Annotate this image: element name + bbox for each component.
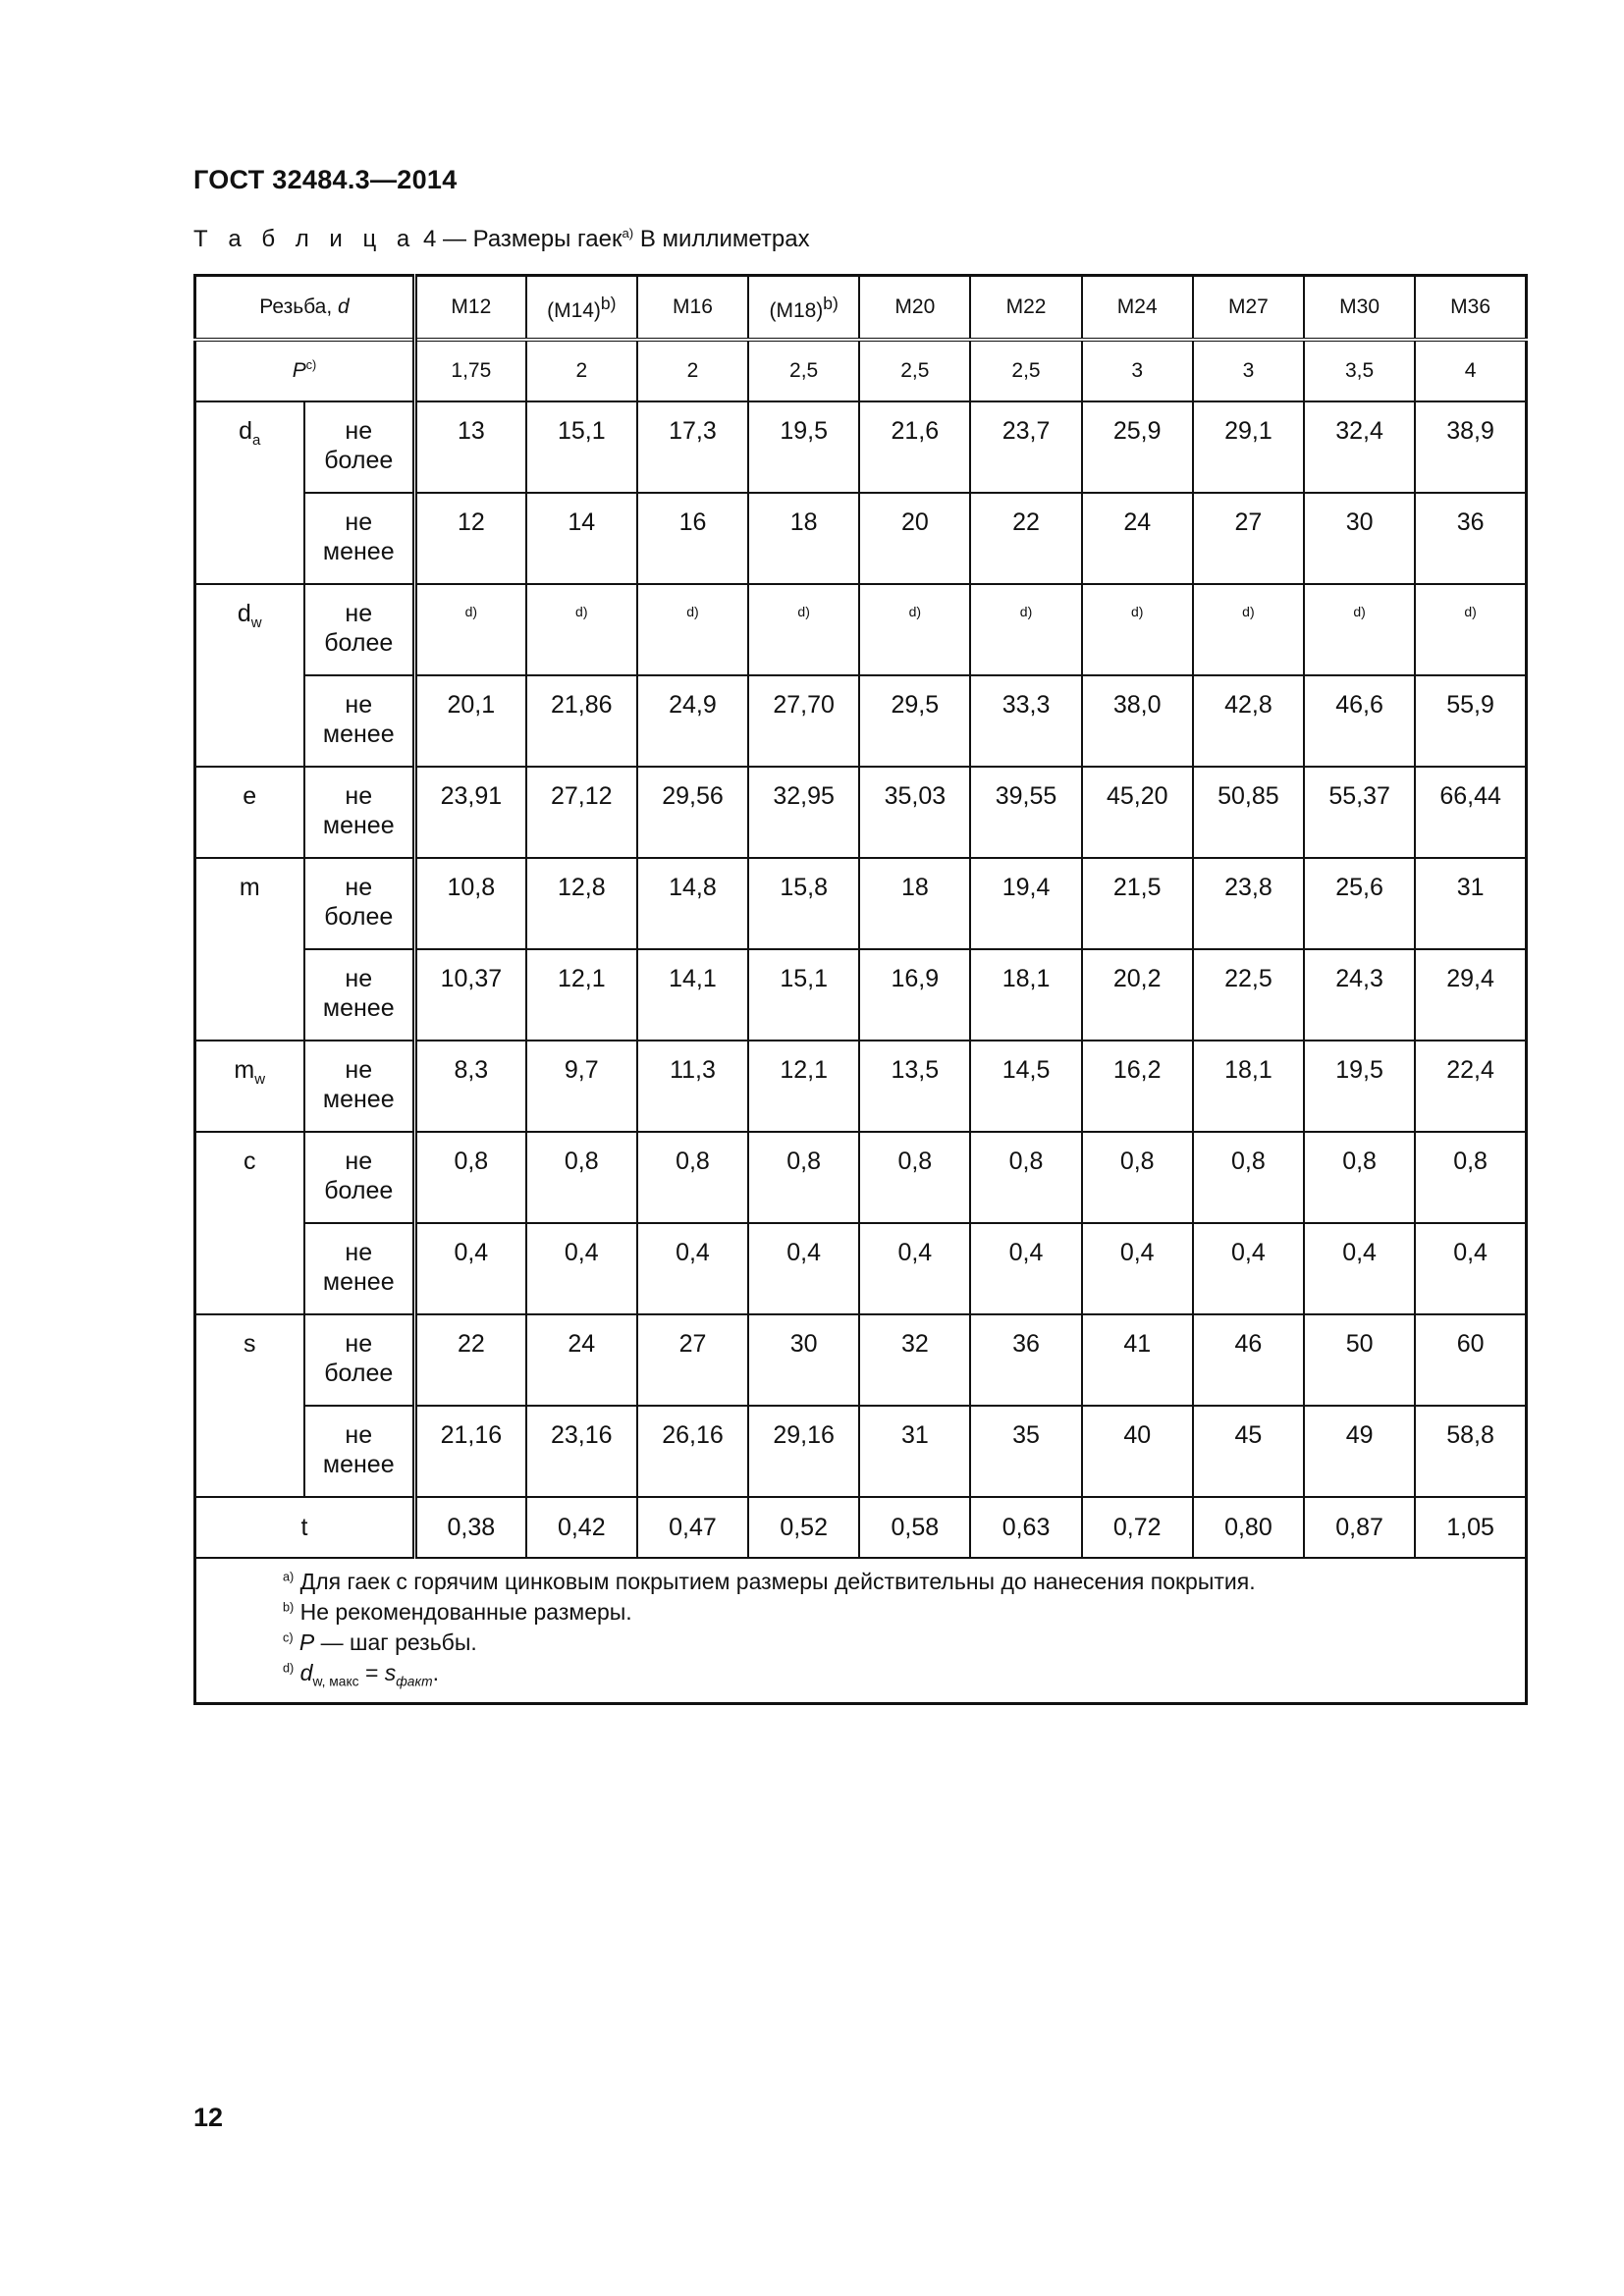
value-cell: 21,16 <box>415 1406 526 1497</box>
value-cell: 15,1 <box>526 401 637 493</box>
value-cell: 30 <box>1304 493 1415 584</box>
value-cell: 20,2 <box>1082 949 1193 1041</box>
table-row <box>195 1314 1527 1406</box>
formula-equals: = <box>358 1660 385 1685</box>
limit-line2: менее <box>322 538 395 565</box>
value-cell: d) <box>637 584 748 675</box>
value-cell: 18,1 <box>970 949 1081 1041</box>
param-symbol: e <box>243 782 257 810</box>
limit-line1: не <box>345 1056 373 1084</box>
footnote-mark: d) <box>283 1661 295 1676</box>
value-cell: 23,7 <box>970 401 1081 493</box>
footnotes <box>195 1558 1527 1704</box>
thread-symbol: d <box>338 295 350 318</box>
value-cell: d) <box>526 584 637 675</box>
value-cell: 14,1 <box>637 949 748 1041</box>
pitch-value: 4 <box>1415 340 1526 401</box>
value-cell: 18,1 <box>1193 1041 1304 1132</box>
pitch-value: 1,75 <box>415 340 526 401</box>
value-cell: 31 <box>859 1406 970 1497</box>
param-symbol: m <box>239 874 260 901</box>
value-cell: 16,2 <box>1082 1041 1193 1132</box>
limit-cell <box>304 401 415 493</box>
value-cell: 66,44 <box>1415 767 1526 858</box>
value-cell: 32,4 <box>1304 401 1415 493</box>
limit-line1: не <box>345 1148 373 1175</box>
value-cell: 17,3 <box>637 401 748 493</box>
footnote-mark: b) <box>283 1600 295 1615</box>
column-header <box>859 276 970 341</box>
limit-line1: не <box>345 417 373 445</box>
value-cell: 0,8 <box>415 1132 526 1223</box>
value-cell: d) <box>970 584 1081 675</box>
value-cell: 12 <box>415 493 526 584</box>
footnote-line <box>283 1628 1525 1658</box>
value-cell: 23,16 <box>526 1406 637 1497</box>
pitch-value: 3 <box>1082 340 1193 401</box>
column-label: M12 <box>451 295 492 318</box>
t-row <box>195 1497 1527 1558</box>
column-label: M36 <box>1450 295 1491 318</box>
limit-line2: менее <box>322 812 395 839</box>
value-cell: 25,6 <box>1304 858 1415 949</box>
value-cell: 32 <box>859 1314 970 1406</box>
pitch-value: 3 <box>1193 340 1304 401</box>
value-cell: 39,55 <box>970 767 1081 858</box>
table-row <box>195 584 1527 675</box>
value-cell: 55,9 <box>1415 675 1526 767</box>
column-label: M16 <box>673 295 713 318</box>
table-row <box>195 858 1527 949</box>
value-cell: 13,5 <box>859 1041 970 1132</box>
value-cell: 15,8 <box>748 858 859 949</box>
limit-line2: более <box>324 447 394 474</box>
footnote-mark: a) <box>283 1570 295 1584</box>
value-cell: d) <box>1082 584 1193 675</box>
value-cell: 45 <box>1193 1406 1304 1497</box>
t-value: 0,42 <box>526 1497 637 1558</box>
table-row <box>195 1132 1527 1223</box>
t-value: 0,38 <box>415 1497 526 1558</box>
value-cell: 58,8 <box>1415 1406 1526 1497</box>
value-cell: d) <box>1304 584 1415 675</box>
limit-line1: не <box>345 1239 373 1266</box>
footnote-symbol: P <box>298 1629 315 1655</box>
table-row <box>195 675 1527 767</box>
pitch-value: 2,5 <box>748 340 859 401</box>
value-cell: 11,3 <box>637 1041 748 1132</box>
notes-row <box>195 1558 1527 1704</box>
value-cell: 9,7 <box>526 1041 637 1132</box>
column-header <box>1082 276 1193 341</box>
value-cell: 24,3 <box>1304 949 1415 1041</box>
column-header <box>1415 276 1526 341</box>
value-cell: 0,8 <box>970 1132 1081 1223</box>
formula-s-subscript: факт <box>396 1674 433 1689</box>
pitch-value: 2 <box>637 340 748 401</box>
pitch-footnote: c) <box>305 358 317 372</box>
table-row <box>195 493 1527 584</box>
column-header <box>1304 276 1415 341</box>
pitch-value: 2,5 <box>859 340 970 401</box>
value-cell: 29,5 <box>859 675 970 767</box>
column-label: M22 <box>1005 295 1047 318</box>
column-label: (M18) <box>769 299 824 322</box>
value-cell: 35,03 <box>859 767 970 858</box>
footnote-line <box>283 1658 1525 1688</box>
column-footnote: b) <box>600 294 617 313</box>
value-cell: 29,1 <box>1193 401 1304 493</box>
value-cell: 19,5 <box>1304 1041 1415 1132</box>
value-cell: 21,86 <box>526 675 637 767</box>
value-cell: 32,95 <box>748 767 859 858</box>
value-cell: 0,4 <box>637 1223 748 1314</box>
thread-label: Резьба, <box>259 295 333 318</box>
header-row <box>195 276 1527 341</box>
param-cell <box>195 1314 304 1497</box>
t-value: 0,63 <box>970 1497 1081 1558</box>
value-cell: 10,37 <box>415 949 526 1041</box>
value-cell: 0,8 <box>1415 1132 1526 1223</box>
param-cell <box>195 584 304 767</box>
value-cell: 15,1 <box>748 949 859 1041</box>
value-cell: 0,4 <box>1193 1223 1304 1314</box>
value-cell: 38,9 <box>1415 401 1526 493</box>
t-value: 1,05 <box>1415 1497 1526 1558</box>
value-cell: 0,8 <box>748 1132 859 1223</box>
value-cell: 0,8 <box>637 1132 748 1223</box>
value-cell: 49 <box>1304 1406 1415 1497</box>
column-label: (M14) <box>547 299 601 322</box>
formula-d: d <box>299 1660 313 1685</box>
value-cell: 12,1 <box>526 949 637 1041</box>
pitch-header <box>195 340 415 401</box>
value-cell: 0,4 <box>859 1223 970 1314</box>
table-row <box>195 949 1527 1041</box>
value-cell: 21,6 <box>859 401 970 493</box>
value-cell: 45,20 <box>1082 767 1193 858</box>
param-cell <box>195 858 304 1041</box>
value-cell: 24 <box>526 1314 637 1406</box>
limit-line2: менее <box>322 1268 395 1296</box>
pitch-label: P <box>292 359 306 382</box>
value-cell: 0,8 <box>1193 1132 1304 1223</box>
value-cell: 0,4 <box>1415 1223 1526 1314</box>
value-cell: 0,8 <box>526 1132 637 1223</box>
limit-cell <box>304 584 415 675</box>
value-cell: 21,5 <box>1082 858 1193 949</box>
value-cell: 40 <box>1082 1406 1193 1497</box>
value-cell: 18 <box>748 493 859 584</box>
limit-cell <box>304 675 415 767</box>
value-cell: 23,8 <box>1193 858 1304 949</box>
limit-line1: не <box>345 965 373 992</box>
value-cell: 14,5 <box>970 1041 1081 1132</box>
param-subscript: w <box>250 614 262 631</box>
value-cell: 19,5 <box>748 401 859 493</box>
limit-line1: не <box>345 1330 373 1358</box>
param-cell <box>195 1041 304 1132</box>
limit-line1: не <box>345 691 373 719</box>
formula-d-subscript: w, макс <box>312 1674 359 1689</box>
t-value: 0,72 <box>1082 1497 1193 1558</box>
value-cell: 12,1 <box>748 1041 859 1132</box>
value-cell: 24 <box>1082 493 1193 584</box>
value-cell: 29,56 <box>637 767 748 858</box>
limit-line2: менее <box>322 1451 395 1478</box>
t-value: 0,58 <box>859 1497 970 1558</box>
t-value: 0,52 <box>748 1497 859 1558</box>
limit-line1: не <box>345 874 373 901</box>
pitch-row <box>195 340 1527 401</box>
table-row <box>195 1041 1527 1132</box>
value-cell: d) <box>1193 584 1304 675</box>
table-row <box>195 1223 1527 1314</box>
value-cell: 16,9 <box>859 949 970 1041</box>
value-cell: 60 <box>1415 1314 1526 1406</box>
value-cell: 55,37 <box>1304 767 1415 858</box>
caption-label: Т а б л и ц а <box>193 226 417 252</box>
param-subscript: a <box>252 432 261 449</box>
limit-cell <box>304 1314 415 1406</box>
page-number: 12 <box>193 2103 224 2132</box>
footnote-text: Не рекомендованные размеры. <box>299 1599 632 1625</box>
caption-title: — Размеры гаек <box>442 226 623 252</box>
limit-line2: менее <box>322 994 395 1022</box>
nut-dimensions-table <box>193 274 1528 1705</box>
limit-line2: более <box>324 1360 394 1387</box>
value-cell: 18 <box>859 858 970 949</box>
column-footnote: b) <box>823 294 839 313</box>
param-symbol: d <box>237 600 251 627</box>
limit-cell <box>304 1406 415 1497</box>
column-header <box>970 276 1081 341</box>
limit-cell <box>304 1041 415 1132</box>
value-cell: 10,8 <box>415 858 526 949</box>
param-symbol: s <box>244 1330 256 1358</box>
value-cell: d) <box>415 584 526 675</box>
value-cell: 35 <box>970 1406 1081 1497</box>
column-header <box>526 276 637 341</box>
limit-line2: более <box>324 1177 394 1204</box>
limit-cell <box>304 949 415 1041</box>
column-header <box>1193 276 1304 341</box>
value-cell: 36 <box>970 1314 1081 1406</box>
t-label: t <box>195 1497 415 1558</box>
value-cell: 31 <box>1415 858 1526 949</box>
value-cell: 8,3 <box>415 1041 526 1132</box>
limit-line1: не <box>345 782 373 810</box>
value-cell: 20,1 <box>415 675 526 767</box>
column-label: M27 <box>1227 295 1269 318</box>
limit-line1: не <box>345 1421 373 1449</box>
param-cell <box>195 767 304 858</box>
value-cell: 50 <box>1304 1314 1415 1406</box>
value-cell: 33,3 <box>970 675 1081 767</box>
pitch-value: 2,5 <box>970 340 1081 401</box>
formula-end: . <box>432 1660 440 1685</box>
caption-title-footnote: a) <box>622 226 634 240</box>
value-cell: 27,70 <box>748 675 859 767</box>
limit-line1: не <box>345 600 373 627</box>
value-cell: 22,5 <box>1193 949 1304 1041</box>
table-row <box>195 1406 1527 1497</box>
value-cell: 0,4 <box>526 1223 637 1314</box>
column-header <box>415 276 526 341</box>
param-symbol: m <box>234 1056 255 1084</box>
value-cell: 29,4 <box>1415 949 1526 1041</box>
value-cell: 22 <box>970 493 1081 584</box>
param-symbol: c <box>244 1148 256 1175</box>
value-cell: 29,16 <box>748 1406 859 1497</box>
value-cell: 0,8 <box>859 1132 970 1223</box>
value-cell: 46,6 <box>1304 675 1415 767</box>
column-label: M30 <box>1339 295 1380 318</box>
limit-line2: менее <box>322 1086 395 1113</box>
column-header <box>637 276 748 341</box>
param-cell <box>195 401 304 584</box>
limit-cell <box>304 767 415 858</box>
column-label: M24 <box>1116 295 1158 318</box>
limit-line2: более <box>324 629 394 657</box>
value-cell: 0,8 <box>1082 1132 1193 1223</box>
pitch-value: 2 <box>526 340 637 401</box>
value-cell: 0,4 <box>1082 1223 1193 1314</box>
limit-line1: не <box>345 508 373 536</box>
param-cell <box>195 1132 304 1314</box>
limit-line2: более <box>324 903 394 931</box>
column-label: M20 <box>894 295 936 318</box>
value-cell: d) <box>1415 584 1526 675</box>
value-cell: 22 <box>415 1314 526 1406</box>
thread-header <box>195 276 415 341</box>
value-cell: 0,4 <box>1304 1223 1415 1314</box>
value-cell: 0,4 <box>748 1223 859 1314</box>
footnote-text: Для гаек с горячим цинковым покрытием размеры действительны до нанесения покрытия. <box>299 1569 1256 1594</box>
caption-number: 4 <box>422 226 437 252</box>
caption-units: В миллиметрах <box>639 226 810 252</box>
value-cell: 36 <box>1415 493 1526 584</box>
value-cell: d) <box>859 584 970 675</box>
value-cell: 41 <box>1082 1314 1193 1406</box>
limit-cell <box>304 1223 415 1314</box>
value-cell: 42,8 <box>1193 675 1304 767</box>
value-cell: 30 <box>748 1314 859 1406</box>
value-cell: 27,12 <box>526 767 637 858</box>
value-cell: 27 <box>1193 493 1304 584</box>
value-cell: 13 <box>415 401 526 493</box>
value-cell: 0,4 <box>415 1223 526 1314</box>
footnote-text: — шаг резьбы. <box>314 1629 477 1655</box>
value-cell: 14,8 <box>637 858 748 949</box>
table-caption <box>193 226 810 253</box>
document-code: ГОСТ 32484.3—2014 <box>193 165 458 194</box>
value-cell: 26,16 <box>637 1406 748 1497</box>
limit-cell <box>304 1132 415 1223</box>
value-cell: 27 <box>637 1314 748 1406</box>
footnote-mark: c) <box>283 1630 294 1645</box>
formula-s: s <box>384 1660 397 1685</box>
t-value: 0,47 <box>637 1497 748 1558</box>
limit-line2: менее <box>322 721 395 748</box>
value-cell: 12,8 <box>526 858 637 949</box>
limit-cell <box>304 493 415 584</box>
value-cell: 50,85 <box>1193 767 1304 858</box>
param-subscript: w <box>254 1071 266 1088</box>
table-row <box>195 767 1527 858</box>
param-symbol: d <box>239 417 253 445</box>
value-cell: 0,8 <box>1304 1132 1415 1223</box>
pitch-value: 3,5 <box>1304 340 1415 401</box>
t-value: 0,87 <box>1304 1497 1415 1558</box>
value-cell: 19,4 <box>970 858 1081 949</box>
value-cell: 25,9 <box>1082 401 1193 493</box>
value-cell: 14 <box>526 493 637 584</box>
value-cell: 22,4 <box>1415 1041 1526 1132</box>
value-cell: d) <box>748 584 859 675</box>
value-cell: 23,91 <box>415 767 526 858</box>
value-cell: 0,4 <box>970 1223 1081 1314</box>
value-cell: 16 <box>637 493 748 584</box>
limit-cell <box>304 858 415 949</box>
t-value: 0,80 <box>1193 1497 1304 1558</box>
table-row <box>195 401 1527 493</box>
value-cell: 38,0 <box>1082 675 1193 767</box>
column-header <box>748 276 859 341</box>
footnote-line <box>283 1567 1525 1597</box>
value-cell: 24,9 <box>637 675 748 767</box>
footnote-line <box>283 1597 1525 1628</box>
value-cell: 46 <box>1193 1314 1304 1406</box>
value-cell: 20 <box>859 493 970 584</box>
